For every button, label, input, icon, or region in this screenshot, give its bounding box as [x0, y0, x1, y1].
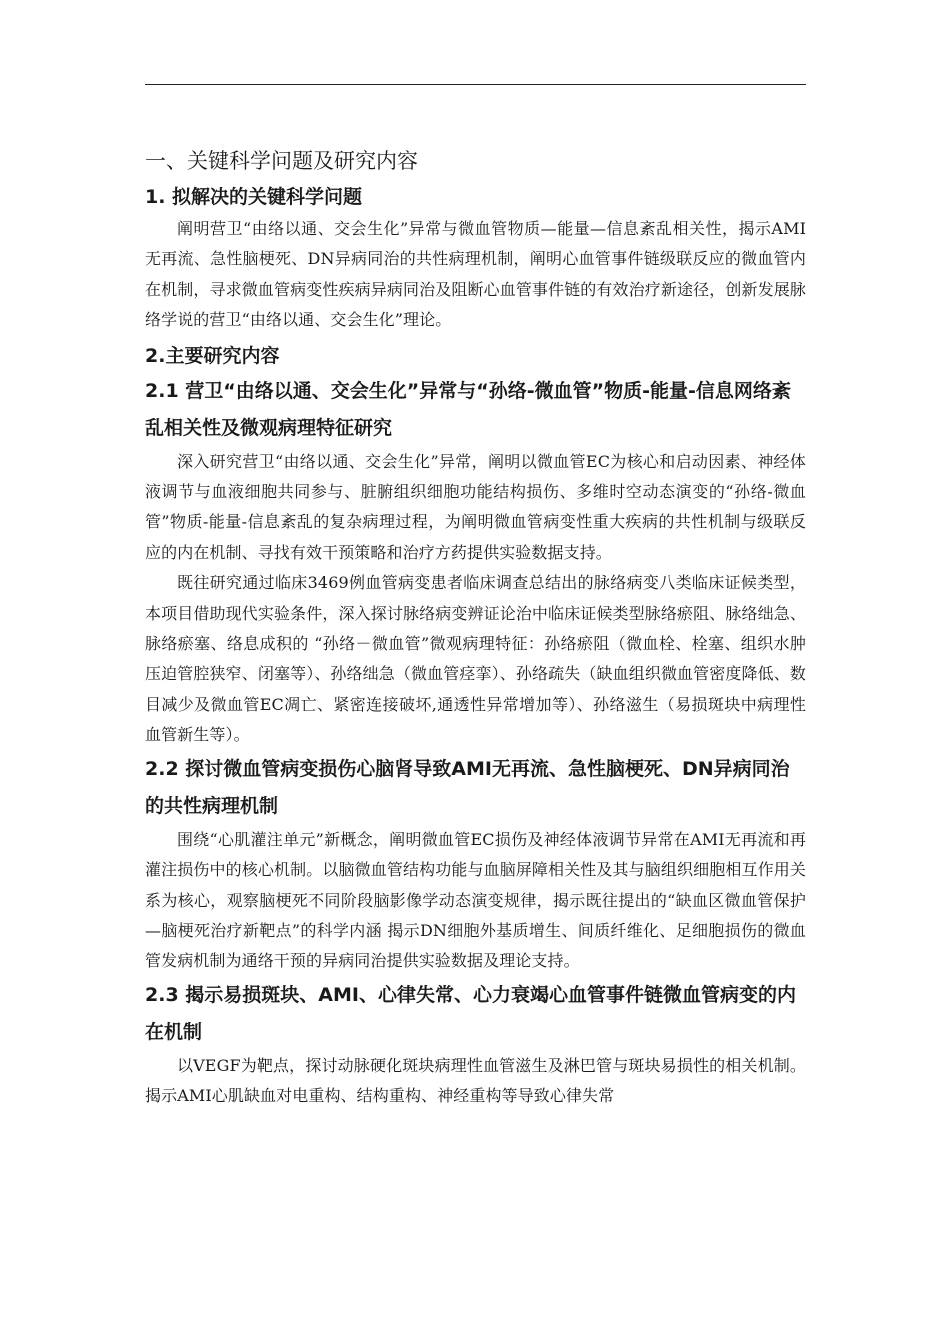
section-2-3-title: 2.3 揭示易损斑块、AMI、心律失常、心力衰竭心血管事件链微血管病变的内在机制 — [145, 983, 796, 1043]
header-rule — [145, 84, 806, 85]
section-1-paragraph: 阐明营卫“由络以通、交会生化”异常与微血管物质—能量—信息紊乱相关性，揭示AMI无再流、急性脑梗死、DN异病同治的共性病理机制，阐明心血管事件链级联反应的微血管内在机制，寻求微血管病变性疾病异病同治及阻断心血管事件链的有效治疗新途径，创新发展脉络学说的营卫“由络以通、交会生化”理论。 — [145, 219, 806, 330]
section-2-title: 2.主要研究内容 — [145, 344, 280, 367]
document-body — [145, 142, 806, 1112]
section-2-1-paragraph-2: 既往研究通过临床3469例血管病变患者临床调查总结出的脉络病变八类临床证候类型，本项目借助现代实验条件，深入探讨脉络病变辨证论治中临床证候类型脉络瘀阻、脉络绌急、脉络瘀塞、络息成积的 “孙络－微血管”微观病理特征：孙络瘀阻（微血栓、栓塞、组织水肿压迫管腔狭窄、闭塞等）、孙络绌急（微血管痉挛）、孙络疏失（缺血组织微血管密度降低、数目减少及微血管EC凋亡、紧密连接破坏,通透性异常增加等）、孙络滋生（易损斑块中病理性血管新生等）。 — [145, 573, 806, 745]
section-1-title: 1. 拟解决的关键科学问题 — [145, 186, 363, 208]
heading-key-questions: 一、关键科学问题及研究内容 — [145, 149, 418, 173]
section-2-3-paragraph: 以VEGF为靶点，探讨动脉硬化斑块病理性血管滋生及淋巴管与斑块易损性的相关机制。揭示AMI心肌缺血对电重构、结构重构、神经重构等导致心律失常 — [145, 1055, 806, 1106]
section-2-1-paragraph-1: 深入研究营卫“由络以通、交会生化”异常，阐明以微血管EC为核心和启动因素、神经体液调节与血液细胞共同参与、脏腑组织细胞功能结构损伤、多维时空动态演变的“孙络-微血管”物质-能量-信息紊乱的复杂病理过程，为阐明微血管病变性重大疾病的共性机制与级联反应的内在机制、寻找有效干预策略和治疗方药提供实验数据支持。 — [145, 451, 806, 562]
section-2-1-title: 2.1 营卫“由络以通、交会生化”异常与“孙络-微血管”物质-能量-信息网络紊乱相关性及微观病理特征研究 — [145, 379, 791, 439]
section-2-2-title: 2.2 探讨微血管病变损伤心脑肾导致AMI无再流、急性脑梗死、DN异病同治的共性病理机制 — [145, 757, 790, 817]
section-2-2-paragraph: 围绕“心肌灌注单元”新概念，阐明微血管EC损伤及神经体液调节异常在AMI无再流和再灌注损伤中的核心机制。以脑微血管结构功能与血脑屏障相关性及其与脑组织细胞相互作用关系为核心，观察脑梗死不同阶段脑影像学动态演变规律，揭示既往提出的“缺血区微血管保护—脑梗死治疗新靶点”的科学内涵 揭示DN细胞外基质增生、间质纤维化、足细胞损伤的微血管发病机制为通络干预的异病同治提供实验数据及理论支持。 — [145, 829, 806, 971]
